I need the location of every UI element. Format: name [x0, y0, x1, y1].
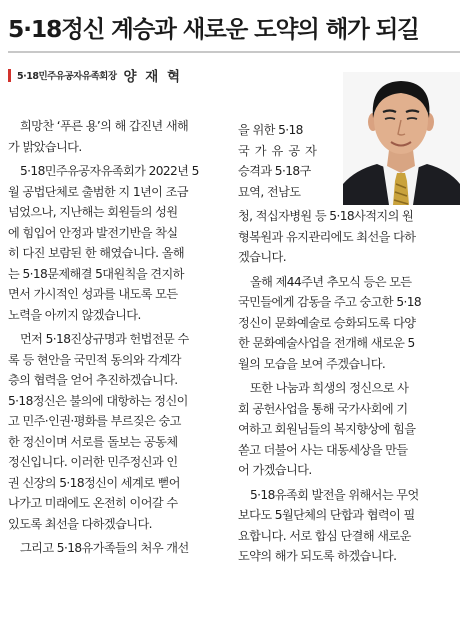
text-line: 노력을 아끼지 않겠습니다. — [8, 307, 141, 322]
paragraph — [8, 538, 230, 559]
text-line: 있도록 최선을 다하겠습니다. — [8, 516, 152, 531]
text-line: 요합니다. 서로 합심 단결해 새로운 — [238, 528, 411, 543]
text-line: 승격과 5·18구 — [238, 164, 311, 178]
text-line: 록 등 현안을 국민적 동의와 각계각 — [8, 352, 181, 367]
text-line: 먼저 5·18진상규명과 헌법전문 수 — [20, 332, 189, 346]
text-line: 에 힘입어 안정과 발전기반을 착실 — [8, 225, 178, 240]
text-line: 넘었으나, 지난해는 회원들의 성원 — [8, 205, 178, 219]
paragraph — [238, 272, 460, 375]
text-line: 5·18정신은 불의에 대항하는 정신이 — [8, 393, 188, 408]
text-line: 정신입니다. 이러한 민주정신과 인 — [8, 455, 178, 469]
byline — [8, 63, 182, 87]
byline-accent-bar — [8, 69, 11, 82]
text-line: 는 5·18문제해결 5대원칙을 견지하 — [8, 266, 184, 281]
text-line: 쏟고 더불어 사는 대동세상을 만들 — [238, 442, 408, 457]
text-line: 히 다진 보람된 한 해였습니다. 올해 — [8, 246, 185, 260]
text-line: 보다도 5월단체의 단합과 협력이 필 — [238, 508, 415, 522]
headline: 5·18정신 계승과 새로운 도약의 해가 되길 — [8, 15, 419, 43]
text-line: 한 정신이며 서로를 돌보는 공동체 — [8, 434, 178, 449]
text-line: 그리고 5·18유가족들의 처우 개선 — [20, 541, 189, 555]
text-line: 권 신장의 5·18정신이 세계로 뻗어 — [8, 475, 180, 490]
text-line: 어 가겠습니다. — [238, 463, 312, 477]
text-line: 겠습니다. — [238, 250, 286, 264]
text-line: 국가유공자 — [238, 143, 322, 158]
text-line: 도약의 해가 되도록 하겠습니다. — [238, 549, 397, 563]
text-line: 5·18민주유공자유족회가 2022년 5 — [20, 164, 199, 178]
text-line: 층의 협력을 얻어 추진하겠습니다. — [8, 373, 178, 387]
text-line: 월 공법단체로 출범한 지 1년이 조금 — [8, 184, 188, 199]
article-column-right — [238, 206, 460, 571]
text-line: 나가고 미래에도 온전히 이어갈 수 — [8, 496, 178, 510]
text-line: 면서 가시적인 성과를 내도록 모든 — [8, 287, 178, 301]
byline-affiliation: 5·18민주유공자유족회장 — [17, 71, 117, 82]
paragraph — [8, 329, 230, 534]
article-column-right-wrap — [238, 120, 334, 202]
author-portrait — [343, 72, 460, 205]
text-line: 고 민주·인권·평화를 부르짖은 숭고 — [8, 414, 181, 428]
text-line: 국민들에게 감동을 주고 숭고한 5·18 — [238, 295, 422, 309]
text-line: 묘역, 전남도 — [238, 184, 301, 199]
text-line: 회 공헌사업을 통해 국가사회에 기 — [238, 401, 408, 416]
article-column-left — [8, 116, 230, 563]
paragraph — [238, 485, 460, 567]
portrait-illustration — [343, 72, 460, 205]
paragraph — [238, 378, 460, 481]
text-line: 여하고 회원님들의 복지향상에 힘을 — [238, 422, 416, 436]
text-line: 올해 제44주년 추모식 등은 모든 — [250, 274, 412, 289]
text-line: 정신이 문화예술로 승화되도록 다양 — [238, 315, 416, 330]
text-line: 5·18유족회 발전을 위해서는 무엇 — [250, 487, 419, 502]
text-line: 희망찬 ‘푸른 용’의 해 갑진년 새해 — [20, 119, 189, 133]
byline-author-name: 양 재 혁 — [123, 69, 183, 85]
paragraph — [8, 116, 230, 157]
text-line: 청, 적십자병원 등 5·18사적지의 원 — [238, 209, 414, 223]
text-line: 형복원과 유지관리에도 최선을 다하 — [238, 229, 416, 244]
text-line: 또한 나눔과 희생의 정신으로 사 — [250, 381, 409, 395]
text-line: 가 밝았습니다. — [8, 139, 82, 154]
paragraph — [8, 161, 230, 325]
text-line: 월의 모습을 보여 주겠습니다. — [238, 356, 386, 371]
paragraph — [238, 206, 460, 268]
text-line: 을 위한 5·18 — [238, 123, 303, 137]
headline-divider — [8, 51, 460, 53]
text-line: 한 문화예술사업을 전개해 새로운 5 — [238, 336, 415, 350]
